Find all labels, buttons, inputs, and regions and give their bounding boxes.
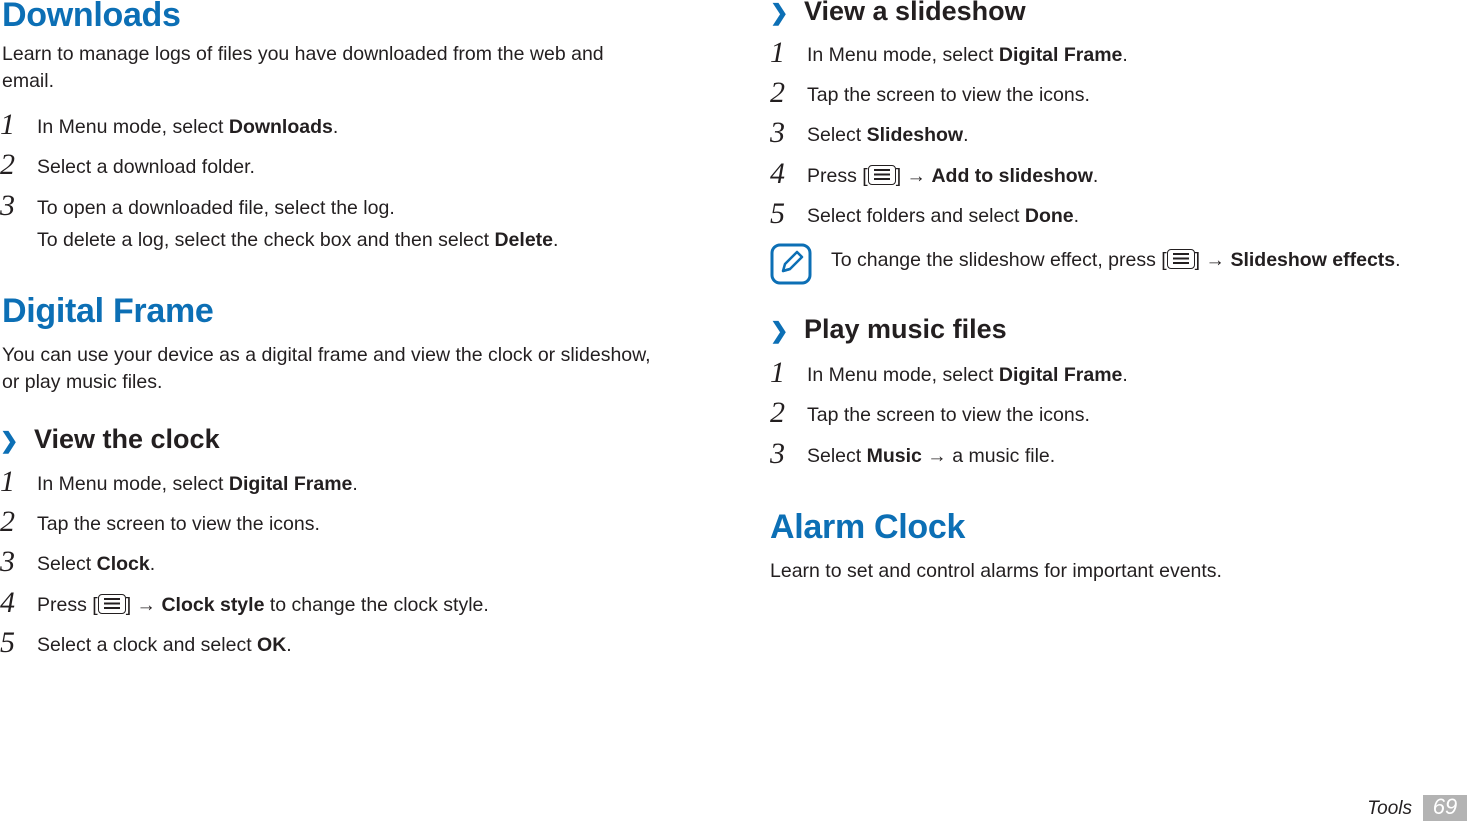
- step-number: 2: [770, 396, 785, 429]
- step-number: 5: [770, 197, 785, 230]
- chevron-right-icon: ❯: [0, 428, 19, 453]
- digital-frame-title: Digital Frame: [2, 292, 214, 330]
- step-number: 1: [770, 36, 785, 69]
- downloads-intro-line1: Learn to manage logs of files you have downloaded from the web and: [2, 43, 604, 65]
- step-text: In Menu mode, select Digital Frame.: [37, 473, 358, 495]
- step-text: Select a download folder.: [37, 156, 255, 178]
- step-text: Select Slideshow.: [807, 124, 969, 146]
- step-text: Tap the screen to view the icons.: [807, 84, 1090, 106]
- step-number: 3: [770, 116, 785, 149]
- step-number: 4: [0, 586, 15, 619]
- step-text: Tap the screen to view the icons.: [37, 513, 320, 535]
- step-number: 1: [0, 465, 15, 498]
- view-clock-heading: ❯ View the clock: [0, 424, 220, 454]
- page-footer: [1267, 795, 1467, 821]
- chevron-right-icon: ❯: [770, 318, 789, 343]
- page-number: 69: [1423, 795, 1467, 821]
- step-number: 2: [770, 76, 785, 109]
- step-text: Select Clock.: [37, 553, 156, 575]
- chevron-right-icon: ❯: [770, 0, 789, 25]
- step-text: Press [ ] → Clock style to change the clock style.: [37, 594, 489, 616]
- digital-frame-intro-line2: or play music files.: [2, 371, 163, 393]
- note-text: To change the slideshow effect, press [ ] → Slideshow effects.: [831, 249, 1401, 271]
- digital-frame-intro: [2, 342, 697, 396]
- step-number: 1: [770, 356, 785, 389]
- alarm-clock-intro: Learn to set and control alarms for important events.: [770, 560, 1222, 582]
- step-text: In Menu mode, select Digital Frame.: [807, 364, 1128, 386]
- downloads-intro: [2, 41, 692, 95]
- step-text: Select Music → a music file.: [807, 445, 1056, 467]
- step-text: In Menu mode, select Digital Frame.: [807, 44, 1128, 66]
- step-text: Tap the screen to view the icons.: [807, 404, 1090, 426]
- step-subtext: To delete a log, select the check box and then select Delete.: [37, 229, 559, 251]
- step-number: 5: [0, 626, 15, 659]
- step-number: 3: [0, 545, 15, 578]
- downloads-intro-line2: email.: [2, 70, 55, 92]
- menu-key-icon: [98, 594, 126, 614]
- note-pencil-icon: [770, 243, 812, 291]
- play-music-heading: ❯ Play music files: [770, 314, 1007, 344]
- step-number: 1: [0, 108, 15, 141]
- digital-frame-intro-line1: You can use your device as a digital frame and view the clock or slideshow,: [2, 344, 651, 366]
- step-number: 3: [770, 437, 785, 470]
- step-text: Press [ ] → Add to slideshow.: [807, 165, 1099, 187]
- step-text: Select a clock and select OK.: [37, 634, 292, 656]
- step-number: 4: [770, 157, 785, 190]
- view-slideshow-heading: ❯ View a slideshow: [770, 0, 1026, 26]
- footer-section-name: Tools: [1367, 798, 1412, 819]
- downloads-title: Downloads: [2, 0, 181, 34]
- alarm-clock-title: Alarm Clock: [770, 508, 966, 546]
- step-number: 2: [0, 148, 15, 181]
- step-number: 3: [0, 189, 15, 222]
- step-number: 2: [0, 505, 15, 538]
- menu-key-icon: [1167, 249, 1195, 269]
- step-text: In Menu mode, select Downloads.: [37, 116, 339, 138]
- step-text: To open a downloaded file, select the log.: [37, 197, 395, 219]
- menu-key-icon: [868, 165, 896, 185]
- step-text: Select folders and select Done.: [807, 205, 1080, 227]
